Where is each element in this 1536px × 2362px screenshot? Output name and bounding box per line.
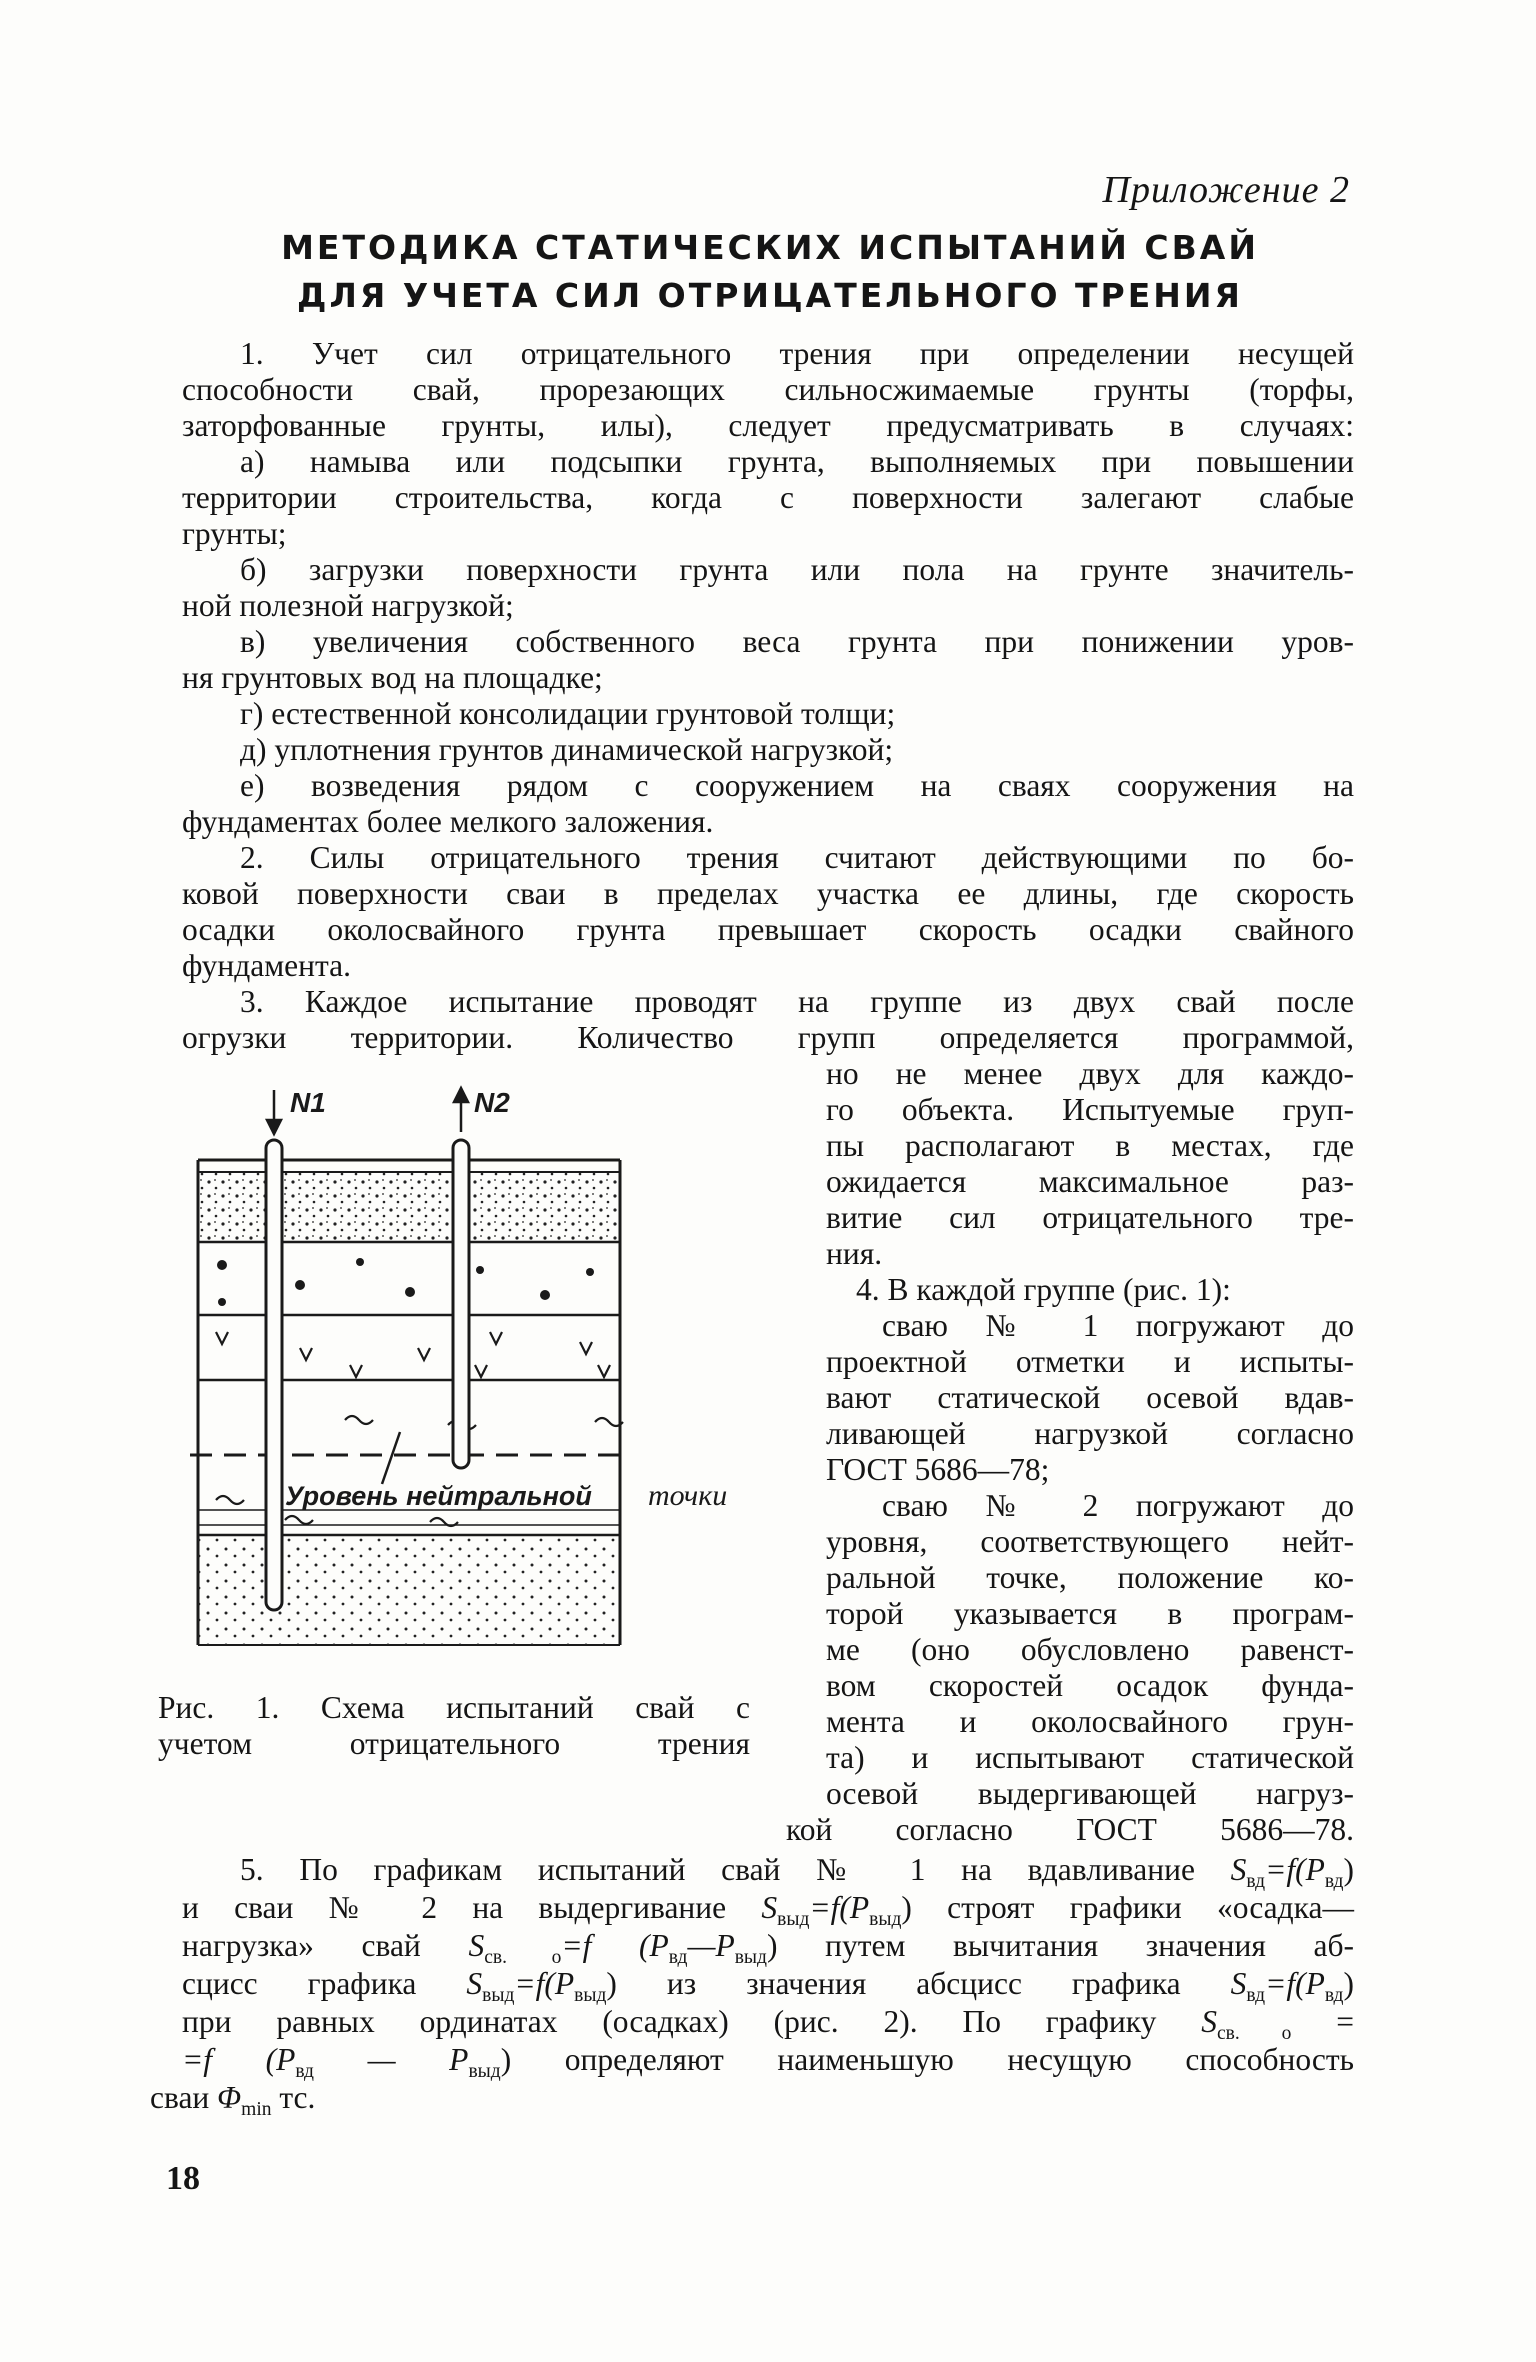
text-line: территории строительства, когда с поверхности залегают слабые [182,480,1354,515]
text-line: ральной точке, положение ко- [826,1560,1354,1595]
pile-1-label: N1 [290,1087,326,1118]
text-line: витие сил отрицательного тре- [826,1200,1354,1235]
neutral-level-label: Уровень нейтральной [285,1481,592,1511]
text-line: пы располагают в местах, где [826,1128,1354,1163]
text-line: вом скоростей осадок фунда- [826,1668,1354,1703]
text-line: ожидается максимальное раз- [826,1164,1354,1199]
pile-2-label: N2 [474,1087,510,1118]
text-line: 4. В каждой группе (рис. 1): [856,1272,1231,1307]
figure-caption-line-2: учетом отрицательного трения [158,1726,750,1761]
text-line: вают статической осевой вдав- [826,1380,1354,1415]
text-line: ливающей нагрузкой согласно [826,1416,1354,1451]
text-line: а) намыва или подсыпки грунта, выполняемых при повышении [240,444,1354,479]
formula-line: 5. По графикам испытаний свай № 1 на вдавливание $S_{вд}=f(P_{вд})$ [240,1852,1354,1892]
text-line: ня грунтовых вод на площадке; [182,660,603,695]
text-line: но не менее двух для каждо- [826,1056,1354,1091]
document-title-line-1: МЕТОДИКА СТАТИЧЕСКИХ ИСПЫТАНИЙ СВАЙ [281,228,1259,267]
text-line: осадки околосвайного грунта превышает скорость осадки свайного [182,912,1354,947]
page-number: 18 [166,2160,200,2197]
text-line: ме (оно обусловлено равенст- [826,1632,1354,1667]
pile-test-diagram [150,1080,770,1680]
text-line: ния. [826,1236,883,1271]
neutral-level-label-tail: точки [648,1479,728,1512]
text-line: фундаментах более мелкого заложения. [182,804,714,839]
text-line: заторфованные грунты, илы), следует предусматривать в случаях: [182,408,1354,443]
formula-line: нагрузка» свай $S_{св. о}=f$ $(P_{вд}—P_{выд})$ путем вычитания значения аб- [182,1928,1354,1968]
text-line: ной полезной нагрузкой; [182,588,514,623]
text-line: грунты; [182,516,287,551]
text-line: б) загрузки поверхности грунта или пола на грунте значитель- [240,552,1354,587]
formula-line: сваи $\Phi_{min}$ тс. [150,2080,316,2120]
text-line: фундамента. [182,948,352,983]
text-line: сваю № 2 погружают до [882,1488,1354,1523]
formula-line: =f ($P_{вд}$ — $P_{выд}$) определяют наименьшую несущую способность [182,2042,1355,2082]
text-line: ГОСТ 5686—78; [826,1452,1050,1487]
text-line: огрузки территории. Количество групп определяется программой, [182,1020,1354,1055]
text-line: торой указывается в програм- [826,1596,1354,1631]
text-line: в) увеличения собственного веса грунта при понижении уров- [240,624,1354,659]
text-line: г) естественной консолидации грунтовой толщи; [240,696,896,731]
text-line: е) возведения рядом с сооружением на сваях сооружения на [240,768,1354,803]
formula-line: сцисс графика $S_{выд}=f(P_{выд})$ из значения абсцисс графика $S_{вд}=f(P_{вд})$ [182,1966,1354,2006]
text-line: д) уплотнения грунтов динамической нагрузкой; [240,732,894,767]
text-line: осевой выдергивающей нагруз- [826,1776,1354,1811]
document-title-line-2: ДЛЯ УЧЕТА СИЛ ОТРИЦАТЕЛЬНОГО ТРЕНИЯ [297,276,1243,315]
text-line: 1. Учет сил отрицательного трения при определении несущей [240,336,1354,371]
text-line: проектной отметки и испыты- [826,1344,1354,1379]
figure-caption-line-1: Рис. 1. Схема испытаний свай с [158,1690,750,1725]
text-line: 3. Каждое испытание проводят на группе из двух свай после [240,984,1354,1019]
appendix-label: Приложение 2 [1102,169,1350,211]
text-line: сваю № 1 погружают до [882,1308,1354,1343]
text-line: мента и околосвайного грун- [826,1704,1354,1739]
formula-line: и сваи № 2 на выдергивание $S_{выд}=f(P_{выд})$ строят графики «осадка— [182,1890,1354,1930]
text-line: 2. Силы отрицательного трения считают действующими по бо- [240,840,1354,875]
text-line: уровня, соответствующего нейт- [826,1524,1354,1559]
text-line: кой согласно ГОСТ 5686—78. [786,1812,1354,1847]
text-line: ковой поверхности сваи в пределах участка ее длины, где скорость [182,876,1354,911]
text-line: та) и испытывают статической [826,1740,1354,1775]
formula-line: при равных ординатах (осадках) (рис. 2). По графику $S_{св. о}$ = [182,2004,1354,2044]
text-line: способности свай, прорезающих сильносжимаемые грунты (торфы, [182,372,1354,407]
text-line: го объекта. Испытуемые груп- [826,1092,1354,1127]
